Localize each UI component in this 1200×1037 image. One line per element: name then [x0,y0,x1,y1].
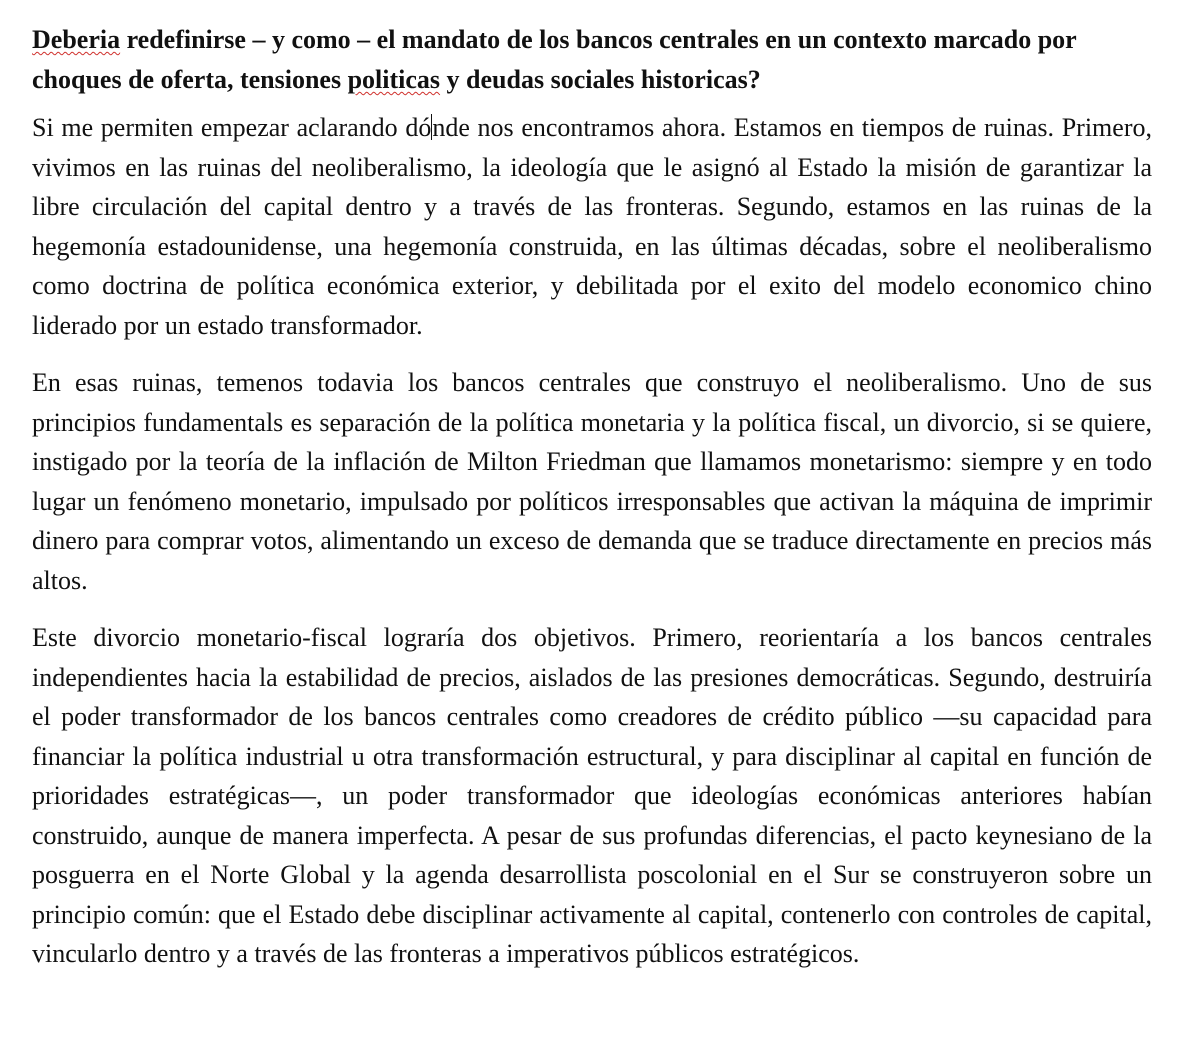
paragraph-text: nde nos encontramos ahora. Estamos en tiempos de ruinas. Primero, vivimos en las ruinas del neoliberalismo, la ideología que le asignó al Estado la misión de garantizar la libre circulación del capital dentro y a través de las fronteras. Segundo, estamos en las ruinas de la hegemonía estadounidense, una hegemonía construida, en las últimas décadas, sobre el neoliberalismo como doctrina de política económica exterior, y debilitada por el exito del modelo economico chino liderado por un estado transformador. [32,113,1152,340]
heading-text: redefinirse – y como – el mandato de los bancos centrales en un contexto marcado por choques de oferta, tensiones [32,25,1077,94]
paragraph-3: Este divorcio monetario-fiscal lograría dos objetivos. Primero, reorientaría a los bancos centrales independientes hacia la estabilidad de precios, aislados de las presiones democráticas. Segundo, destruiría el poder transformador de los bancos centrales como creadores de crédito público —su capacidad para financiar la política industrial u otra transformación estructural, y para disciplinar al capital en función de prioridades estratégicas—, un poder transformador que ideologías económicas anteriores habían construido, aunque de manera imperfecta. A pesar de sus profundas diferencias, el pacto keynesiano de la posguerra en el Norte Global y la agenda desarrollista poscolonial en el Sur se construyeron sobre un principio común: que el Estado debe disciplinar activamente al capital, contenerlo con controles de capital, vincularlo dentro y a través de las fronteras a imperativos públicos estratégicos. [32,623,1152,968]
paragraph-text: Si me permiten empezar aclarando dó [32,113,432,142]
paragraph-2: En esas ruinas, temenos todavia los bancos centrales que construyo el neoliberalismo. Uno de sus principios fundamentals es separación de la política monetaria y la política fiscal, un divorcio, si se quiere, instigado por la teoría de la inflación de Milton Friedman que llamamos monetarismo: siempre y en todo lugar un fenómeno monetario, impulsado por políticos irresponsables que activan la máquina de imprimir dinero para comprar votos, alimentando un exceso de demanda que se traduce directamente en precios más altos. [32,368,1152,595]
paragraph-1 [32,108,1152,345]
misspelled-word[interactable]: Deberia [32,25,121,54]
document-heading [32,20,1152,100]
misspelled-word[interactable]: politicas [347,65,441,94]
heading-text: y deudas sociales historicas? [440,65,761,94]
document-page[interactable] [32,20,1152,992]
